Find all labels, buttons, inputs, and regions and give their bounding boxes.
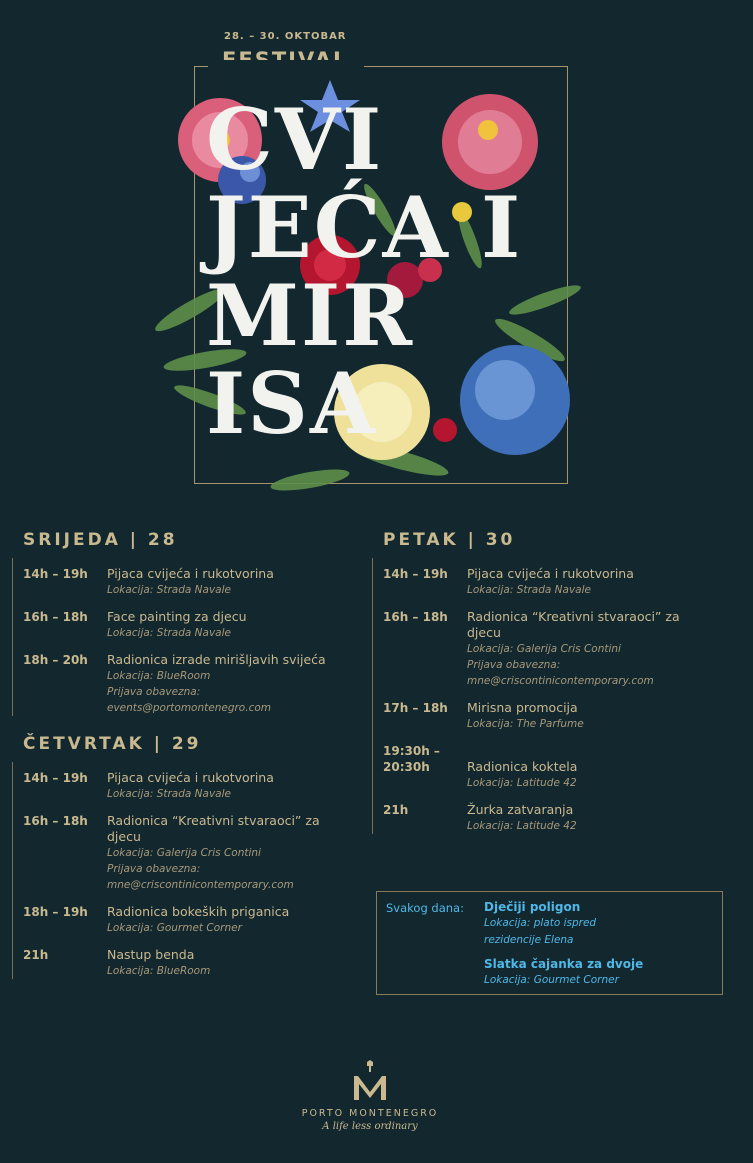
schedule-event xyxy=(383,609,722,689)
schedule-right-column xyxy=(372,530,722,834)
event-time: 17h – 18h xyxy=(383,701,448,715)
schedule-event xyxy=(23,904,362,936)
schedule-event xyxy=(23,813,362,893)
event-title: Pijaca cvijeća i rukotvorina xyxy=(107,770,274,785)
brand-tagline: A life less ordinary xyxy=(322,1121,418,1132)
event-location: Lokacija: Latitude 42 xyxy=(467,820,577,832)
event-location: Lokacija: Latitude 42 xyxy=(467,777,577,789)
event-location: Lokacija: Galerija Cris Contini xyxy=(107,847,261,859)
event-time: 19:30h – 20:30h xyxy=(383,744,440,774)
day-thursday xyxy=(12,734,362,979)
event-title: Radionica koktela xyxy=(467,759,578,774)
festival-title xyxy=(206,90,566,453)
schedule-event xyxy=(23,609,362,641)
event-title: Radionica izrade mirišljavih svijeća xyxy=(107,652,326,667)
schedule-event xyxy=(383,802,722,834)
event-title: Face painting za djecu xyxy=(107,609,247,624)
title-line-4: ISA xyxy=(206,354,378,453)
day-title: SRIJEDA | 28 xyxy=(23,530,178,550)
event-time: 21h xyxy=(23,948,49,962)
event-location: Lokacija: Strada Navale xyxy=(107,627,231,639)
event-title: Žurka zatvaranja xyxy=(467,802,574,817)
daily-item-location: Lokacija: plato ispred xyxy=(484,917,597,929)
event-location: Lokacija: The Parfume xyxy=(467,718,584,730)
daily-item-title: Dječiji poligon xyxy=(484,900,581,914)
daily-item-title: Slatka čajanka za dvoje xyxy=(484,957,644,971)
daily-events-box xyxy=(376,891,723,995)
event-email[interactable]: mne@criscontinicontemporary.com xyxy=(107,879,294,891)
schedule-event xyxy=(383,743,722,791)
schedule-event xyxy=(23,566,362,598)
schedule-event xyxy=(383,700,722,732)
event-time: 14h – 19h xyxy=(23,567,88,581)
event-time: 16h – 18h xyxy=(23,610,88,624)
event-registration-note: Prijava obavezna: xyxy=(467,659,561,671)
event-title: Radionica “Kreativni stvaraoci” za djecu xyxy=(467,609,680,640)
schedule-event xyxy=(23,947,362,979)
day-title: ČETVRTAK | 29 xyxy=(23,734,202,754)
event-location: Lokacija: Strada Navale xyxy=(107,788,231,800)
event-location: Lokacija: BlueRoom xyxy=(107,965,211,977)
title-line-2: JEĆA I xyxy=(206,178,523,277)
day-friday xyxy=(372,530,722,834)
event-title: Mirisna promocija xyxy=(467,700,578,715)
event-time: 21h xyxy=(383,803,409,817)
event-location: Lokacija: Galerija Cris Contini xyxy=(467,643,621,655)
event-email[interactable]: mne@criscontinicontemporary.com xyxy=(467,675,654,687)
daily-item-location-line2: rezidencije Elena xyxy=(484,934,574,946)
day-title: PETAK | 30 xyxy=(383,530,516,550)
schedule-event xyxy=(23,770,362,802)
brand-name: PORTO MONTENEGRO xyxy=(301,1108,439,1119)
event-registration-note: Prijava obavezna: xyxy=(107,863,201,875)
title-line-3: MIR xyxy=(206,266,415,365)
event-time: 18h – 20h xyxy=(23,653,88,667)
title-line-1: CVI xyxy=(206,90,384,189)
daily-item-location: Lokacija: Gourmet Corner xyxy=(484,974,619,986)
event-time: 16h – 18h xyxy=(383,610,448,624)
day-wednesday xyxy=(12,530,362,716)
event-time: 14h – 19h xyxy=(23,771,88,785)
event-location: Lokacija: Strada Navale xyxy=(107,584,231,596)
schedule-event xyxy=(23,652,362,716)
event-registration-note: Prijava obavezna: xyxy=(107,686,201,698)
event-title: Pijaca cvijeća i rukotvorina xyxy=(467,566,634,581)
event-location: Lokacija: Gourmet Corner xyxy=(107,922,242,934)
event-title: Nastup benda xyxy=(107,947,195,962)
event-email[interactable]: events@portomontenegro.com xyxy=(107,702,271,714)
festival-dates: 28. – 30. OKTOBAR xyxy=(224,31,347,42)
event-time: 18h – 19h xyxy=(23,905,88,919)
porto-montenegro-logo-icon xyxy=(350,1060,390,1104)
schedule-left-column xyxy=(12,530,362,979)
event-time: 14h – 19h xyxy=(383,567,448,581)
event-title: Pijaca cvijeća i rukotvorina xyxy=(107,566,274,581)
daily-label: Svakog dana: xyxy=(386,901,464,915)
event-location: Lokacija: BlueRoom xyxy=(107,670,211,682)
event-title: Radionica “Kreativni stvaraoci” za djecu xyxy=(107,813,320,844)
schedule-event xyxy=(383,566,722,598)
event-title: Radionica bokeških priganica xyxy=(107,904,290,919)
event-location: Lokacija: Strada Navale xyxy=(467,584,591,596)
event-time: 16h – 18h xyxy=(23,814,88,828)
